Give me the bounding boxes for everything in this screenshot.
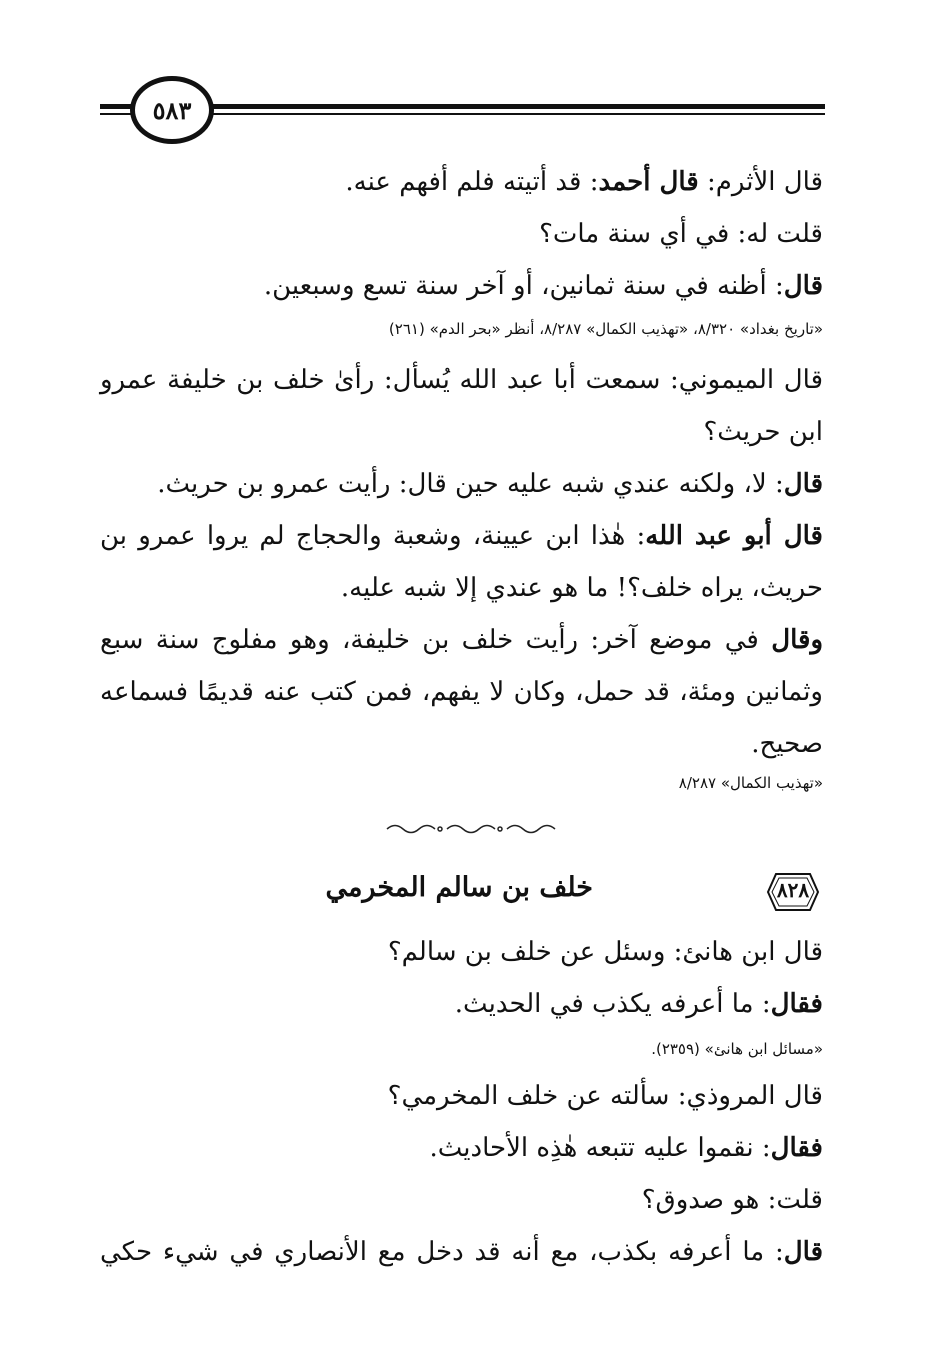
text-line: فقال: ما أعرفه يكذب في الحديث. [454,989,823,1019]
text-line: ابن حريث؟ [703,417,823,447]
text-line: وقال في موضع آخر: رأيت خلف بن خليفة، وهو مفلوج سنة سبع [100,625,823,655]
entry-title: خلف بن سالم المخرمي [325,872,593,903]
text-line: قال أبو عبد الله: هٰذا ابن عيينة، وشعبة والحجاج لم يروا عمرو بن [100,521,823,551]
citation: «تهذيب الكمال» ٨/٢٨٧ [678,774,823,792]
text-line: صحيح. [751,729,823,759]
text-line: قال: أظنه في سنة ثمانين، أو آخر سنة تسع وسبعين. [263,271,823,301]
text-line: حريث، يراه خلف؟! ما هو عندي إلا شبه عليه. [340,573,823,603]
text-line: قال المروذي: سألته عن خلف المخرمي؟ [387,1081,823,1111]
text-line: قال: لا، ولكنه عندي شبه عليه حين قال: رأيت عمرو بن حريث. [157,469,823,499]
citation: «تاريخ بغداد» ٨/٣٢٠، «تهذيب الكمال» ٨/٢٨٧، أنظر «بحر الدم» (٢٦١) [388,320,823,338]
text-line: قلت له: في أي سنة مات؟ [539,219,823,249]
text-line: قال ابن هانئ: وسئل عن خلف بن سالم؟ [387,937,823,967]
text-line: قلت: هو صدوق؟ [641,1185,823,1215]
text-line: فقال: نقموا عليه تتبعه هٰذِه الأحاديث. [429,1133,823,1163]
ornament-divider-icon [382,822,562,836]
citation: «مسائل ابن هانئ» (٢٣٥٩). [651,1040,823,1058]
text-line: وثمانين ومئة، قد حمل، وكان لا يفهم، فمن كتب عنه قديمًا فسماعه [100,677,823,707]
text-line: قال: ما أعرفه بكذب، مع أنه قد دخل مع الأنصاري في شيء حكي [100,1237,823,1267]
entry-number-badge [762,868,824,916]
text-line: قال الميموني: سمعت أبا عبد الله يُسأل: رأىٰ خلف بن خليفة عمرو [100,365,823,395]
page-header [100,72,825,142]
page-number: ٥٨٣ [130,76,214,144]
text-line: قال الأثرم: قال أحمد: قد أتيته فلم أفهم عنه. [345,167,823,197]
entry-number: ٨٢٨ [776,878,810,902]
